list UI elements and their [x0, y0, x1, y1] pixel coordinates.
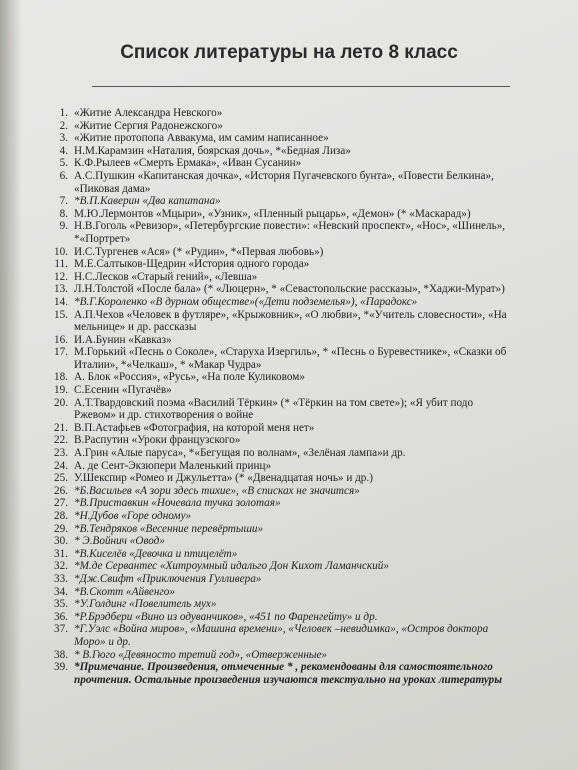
list-item-text: У.Шекспир «Ромео и Джульетта» (* «Двенадцатая ночь» и др.) — [74, 472, 373, 485]
list-item-text: * Э.Войнич «Овод» — [74, 535, 165, 548]
list-item-text: * В.Гюго «Девяносто третий год», «Отверженные» — [74, 648, 328, 661]
list-item-text: А.С.Пушкин «Капитанская дочка», «История Пугачевского бунта», «Повести Белкина», «Пиковая дама» — [74, 169, 494, 195]
list-item-text: И.С.Тургенев «Ася» (* «Рудин», *«Первая любовь») — [74, 245, 324, 258]
list-item-text: М.Горький «Песнь о Соколе», «Старуха Изергиль», * «Песнь о Буревестнике», «Сказки об Италии», *«Челкаш», * «Макар Чудра» — [74, 346, 507, 371]
list-item-text: *Примечание. Произведения, отмеченные * , рекомендованы для самостоятельного прочтения. Остальные произведения изучаются текстуально на уроках литературы — [74, 661, 503, 686]
list-item-number: 14. — [54, 295, 68, 308]
list-item-number: 15. — [54, 308, 68, 321]
list-item — [48, 371, 508, 384]
list-item-number: 36. — [54, 610, 68, 623]
list-item — [48, 334, 508, 347]
list-item-text: А.Т.Твардовский поэма «Василий Тёркин» (* «Тёркин на том свете»); «Я убит подо Ржевом» и др. стихотворения о войне — [74, 396, 474, 422]
list-item-text: А. Блок «Россия», «Русь», «На поле Куликовом» — [74, 371, 305, 384]
list-item-text: «Житие протопопа Аввакума, им самим написанное» — [74, 132, 329, 145]
list-item — [48, 220, 508, 245]
list-item-number: 21. — [54, 421, 68, 434]
list-item — [48, 485, 508, 498]
list-item-number: 17. — [54, 346, 68, 359]
list-item-number: 33. — [54, 572, 68, 585]
title-divider — [92, 86, 510, 87]
list-item — [48, 283, 508, 296]
list-item-number: 31. — [54, 547, 68, 560]
list-item-number: 24. — [54, 459, 68, 472]
list-item-text: *В.Скотт «Айвенго» — [74, 585, 175, 598]
list-item-number: 2. — [59, 119, 68, 132]
list-item — [48, 246, 508, 259]
list-item — [48, 107, 508, 120]
list-item — [48, 523, 508, 536]
list-item-number: 16. — [54, 333, 68, 346]
list-item-text: А.Грин «Алые паруса», *«Бегущая по волнам», «Зелёная лампа»и др. — [74, 447, 406, 460]
list-item-text: Н.М.Карамзин «Наталия, боярская дочь», *«Бедная Лиза» — [74, 144, 351, 157]
list-item-number: 26. — [54, 484, 68, 497]
list-item — [48, 346, 508, 371]
list-item — [48, 548, 508, 561]
list-item-text: И.А.Бунин «Кавказ» — [74, 333, 172, 346]
list-item-text: *В.Киселёв «Девочка и птицелёт» — [74, 547, 238, 560]
list-item — [48, 623, 508, 648]
list-item-text: *Р.Брэдбери «Вино из одуванчиков», «451 по Фаренгейту» и др. — [74, 610, 378, 623]
list-item — [48, 510, 508, 523]
list-item-text: *Н.Дубов «Горе одному» — [74, 510, 192, 522]
list-item — [48, 195, 508, 208]
list-item-number: 9. — [59, 220, 68, 233]
list-item-number: 8. — [59, 207, 68, 220]
list-item — [48, 586, 508, 599]
list-item — [48, 573, 508, 586]
list-item-text: С.Есенин «Пугачёв» — [74, 384, 172, 397]
list-item-number: 37. — [54, 623, 68, 636]
list-item-number: 34. — [54, 585, 68, 598]
list-item-number: 29. — [54, 522, 68, 535]
list-item-text: М.Ю.Лермонтов «Мцыри», «Узник», «Пленный рыцарь», «Демон» (* «Маскарад») — [74, 207, 471, 220]
list-item-number: 20. — [54, 396, 68, 409]
list-item-number: 19. — [54, 384, 68, 397]
list-item-text: *М.де Сервантес «Хитроумный идальго Дон Кихот Ламанчский» — [74, 560, 389, 573]
list-item — [48, 397, 508, 422]
list-item-number: 1. — [59, 107, 68, 119]
list-item — [48, 208, 508, 221]
list-item — [48, 434, 508, 447]
list-item-number: 12. — [54, 270, 68, 283]
list-item-text: Л.Н.Толстой «После бала» (* «Люцерн», * «Севастопольские рассказы», *Хаджи-Мурат») — [74, 283, 505, 296]
reading-list — [48, 107, 508, 686]
list-item-text: А. де Сент-Экзюпери Маленький принц» — [74, 459, 272, 472]
list-item — [48, 309, 508, 334]
list-item-number: 39. — [54, 661, 68, 674]
list-item-text: «Житие Александра Невского» — [74, 107, 223, 119]
list-item-text: В.П.Астафьев «Фотография, на которой меня нет» — [74, 421, 315, 434]
list-item — [48, 649, 508, 662]
list-item-number: 23. — [54, 447, 68, 460]
list-item-number: 4. — [59, 144, 68, 157]
list-item-number: 27. — [54, 497, 68, 510]
list-item-text: *В.Г.Короленко «В дурном обществе»(«Дети подземелья»), «Парадокс» — [74, 295, 418, 308]
list-item-number: 32. — [54, 560, 68, 573]
list-item — [48, 560, 508, 573]
list-item-number: 13. — [54, 283, 68, 296]
list-item-text: *Г.Уэлс «Война миров», «Машина времени», «Человек –невидимка», «Остров доктора Моро» и др. — [74, 623, 489, 648]
list-item-number: 7. — [59, 195, 68, 208]
list-item — [48, 271, 508, 284]
list-item — [48, 422, 508, 435]
page-title: Список литературы на лето 8 класс — [120, 42, 458, 63]
list-item — [48, 460, 508, 473]
list-item — [48, 447, 508, 460]
page-shadow — [0, 0, 22, 770]
list-item — [48, 258, 508, 271]
list-item — [48, 611, 508, 624]
list-item-number: 6. — [59, 169, 68, 182]
list-item — [48, 170, 508, 195]
list-item — [48, 497, 508, 510]
list-item-number: 5. — [59, 157, 68, 170]
list-item-number: 30. — [54, 535, 68, 548]
list-item-text: *У.Голдинг «Повелитель мух» — [74, 598, 217, 611]
list-item-text: М.Е.Салтыков-Щедрин «История одного города» — [74, 258, 310, 271]
list-item — [48, 120, 508, 133]
list-item-text: А.П.Чехов «Человек в футляре», «Крыжовник», «О любви», *«Учитель словесности», «На мельнице» и др. рассказы — [74, 308, 507, 334]
list-item — [48, 157, 508, 170]
list-item-number: 25. — [54, 472, 68, 485]
list-item — [48, 472, 508, 485]
list-item — [48, 598, 508, 611]
list-item-text: В.Распутин «Уроки французского» — [74, 434, 241, 447]
list-item-text: *Дж.Свифт «Приключения Гулливера» — [74, 572, 262, 585]
list-item — [48, 661, 508, 686]
list-item-number: 35. — [54, 598, 68, 611]
list-item-text: Н.С.Лесков «Старый гений», «Левша» — [74, 270, 258, 283]
list-item-number: 22. — [54, 434, 68, 447]
list-item-text: *В.Приставкин «Ночевала тучка золотая» — [74, 497, 281, 510]
list-item-text: Н.В.Гоголь «Ревизор», «Петербургские повести»: «Невский проспект», «Нос», «Шинель», *«Портрет» — [74, 220, 506, 245]
list-item-number: 3. — [59, 132, 68, 145]
list-item-text: «Житие Сергия Радонежского» — [74, 119, 223, 132]
list-item — [48, 145, 508, 158]
list-item-text: *В.П.Каверин «Два капитана» — [74, 195, 221, 208]
list-item-text: *Б.Васильев «А зори здесь тихие», «В списках не значится» — [74, 484, 360, 497]
list-item-number: 28. — [54, 510, 68, 522]
list-item-number: 18. — [54, 371, 68, 384]
list-item-text: *В.Тендряков «Весенние перевёртыши» — [74, 522, 264, 535]
list-item-number: 10. — [54, 245, 68, 258]
list-item — [48, 384, 508, 397]
list-item-number: 38. — [54, 648, 68, 661]
list-item — [48, 296, 508, 309]
list-item — [48, 132, 508, 145]
list-item-text: К.Ф.Рылеев «Смерть Ермака», «Иван Сусанин» — [74, 157, 302, 170]
list-item — [48, 535, 508, 548]
list-item-number: 11. — [54, 258, 68, 271]
